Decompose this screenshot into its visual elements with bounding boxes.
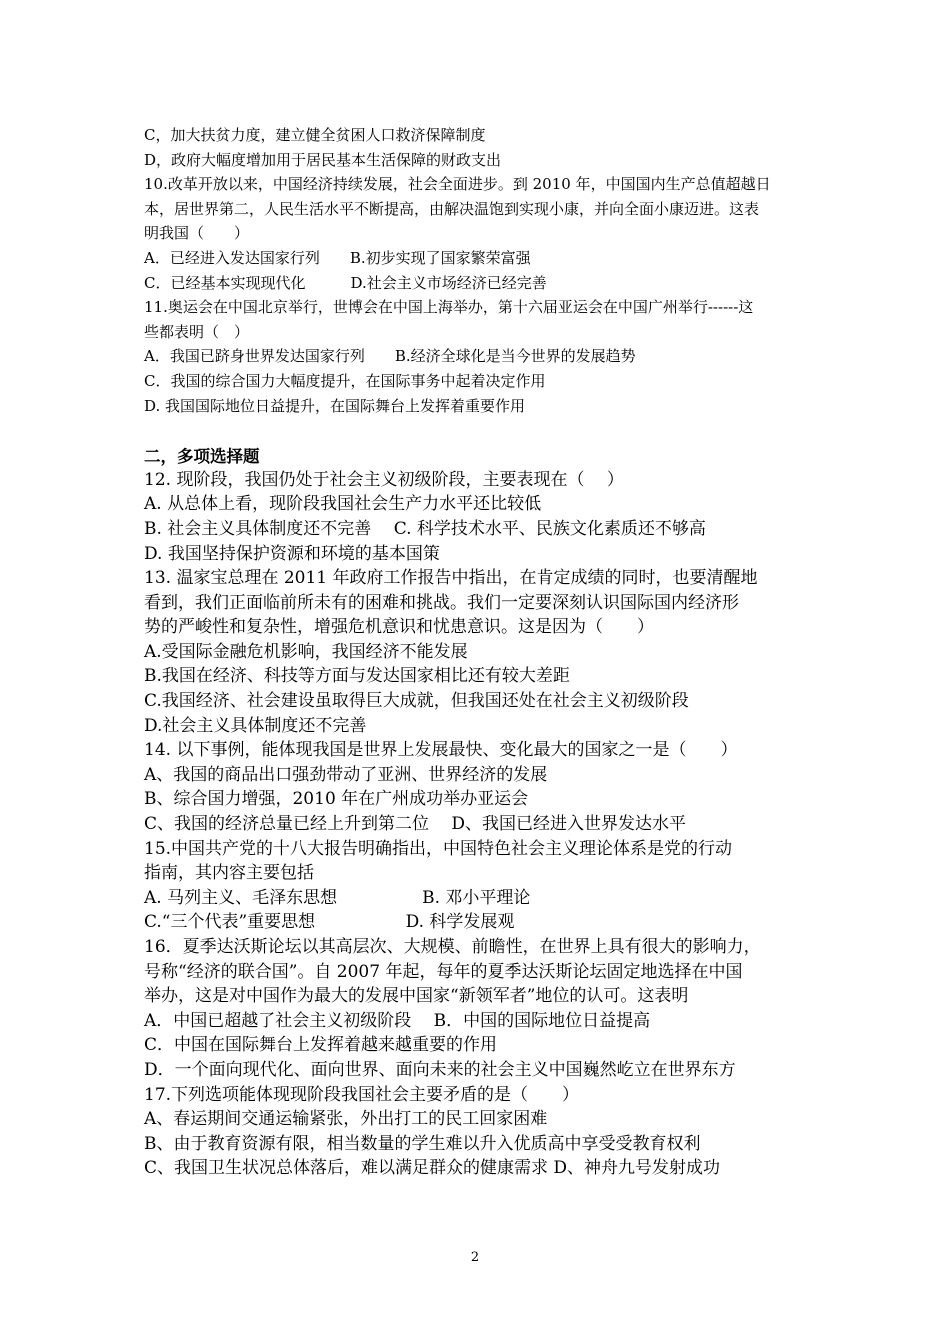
text-line: B. 社会主义具体制度还不完善 C. 科学技术水平、民族文化素质还不够高 [144,518,706,539]
text-line: 本，居世界第二，人民生活水平不断提高，由解决温饱到实现小康，并向全面小康迈进。这表 [144,199,760,218]
text-line: D. 我国坚持保护资源和环境的基本国策 [144,543,440,564]
page-number: 2 [470,1250,480,1265]
text-line: B、综合国力增强，2010 年在广州成功举办亚运会 [144,789,529,810]
text-line: A、我国的商品出口强劲带动了亚洲、世界经济的发展 [144,764,548,785]
document-page [144,0,824,1181]
text-line: C．中国在国际舞台上发挥着越来越重要的作用 [144,1035,498,1056]
text-line: A.受国际金融危机影响，我国经济不能发展 [144,641,468,662]
text-line: C．我国的综合国力大幅度提升，在国际事务中起着决定作用 [144,371,546,390]
section-1-questions [144,123,824,418]
text-line: D．一个面向现代化、面向世界、面向未来的社会主义中国巍然屹立在世界东方 [144,1059,736,1080]
text-line: A．中国已超越了社会主义初级阶段 B．中国的国际地位日益提高 [144,1010,651,1031]
text-line: C.“三个代表”重要思想 D. 科学发展观 [144,912,515,933]
text-line: 势的严峻性和复杂性，增强危机意识和忧患意识。这是因为（ ） [144,617,654,638]
text-line: 10.改革开放以来，中国经济持续发展，社会全面进步。到 2010 年，中国国内生产总值超越日 [144,175,771,194]
text-line: 看到，我们正面临前所未有的困难和挑战。我们一定要深刻认识国际国内经济形 [144,592,739,613]
section-2-questions [144,468,824,1181]
section-2-title: 二，多项选择题 [144,447,260,467]
text-line: C、我国的经济总量已经上升到第二位 D、我国已经进入世界发达水平 [144,814,687,835]
text-line: A．我国已跻身世界发达国家行列 B.经济全球化是当今世界的发展趋势 [144,347,636,366]
text-line: B、由于教育资源有限，相当数量的学生难以升入优质高中享受受教育权利 [144,1133,701,1154]
text-line: C．已经基本实现现代化 D.社会主义市场经济已经完善 [144,273,547,292]
text-line: B.我国在经济、科技等方面与发达国家相比还有较大差距 [144,666,570,687]
text-line: D，政府大幅度增加用于居民基本生活保障的财政支出 [144,150,502,169]
text-line: 11.奥运会在中国北京举行，世博会在中国上海举办，第十六届亚运会在中国广州举行------这 [144,298,754,317]
text-line: C.我国经济、社会建设虽取得巨大成就，但我国还处在社会主义初级阶段 [144,691,689,712]
text-line: 举办，这是对中国作为最大的发展中国家“新领军者”地位的认可。这表明 [144,986,689,1007]
text-line: D. 我国国际地位日益提升，在国际舞台上发挥着重要作用 [144,396,526,415]
text-line: A．已经进入发达国家行列 B.初步实现了国家繁荣富强 [144,248,531,267]
text-line: 12. 现阶段，我国仍处于社会主义初级阶段，主要表现在（ ） [144,469,624,490]
text-line: 15.中国共产党的十八大报告明确指出，中国特色社会主义理论体系是党的行动 [144,838,733,859]
text-line: 指南，其内容主要包括 [144,863,314,884]
text-line: C，加大扶贫力度，建立健全贫困人口救济保障制度 [144,126,486,144]
text-line: C、我国卫生状况总体落后，难以满足群众的健康需求 D、神舟九号发射成功 [144,1158,721,1179]
text-line: 明我国（ ） [144,224,250,243]
text-line: A. 马列主义、毛泽东思想 B. 邓小平理论 [144,887,531,908]
text-line: D.社会主义具体制度还不完善 [144,715,367,736]
text-line: A. 从总体上看，现阶段我国社会生产力水平还比较低 [144,494,542,515]
text-line: 14. 以下事例，能体现我国是世界上发展最快、变化最大的国家之一是（ ） [144,740,738,761]
text-line: 16．夏季达沃斯论坛以其高层次、大规模、前瞻性，在世界上具有很大的影响力， [144,937,761,957]
text-line: 号称“经济的联合国”。自 2007 年起，每年的夏季达沃斯论坛固定地选择在中国 [144,961,743,982]
text-line: A、春运期间交通运输紧张，外出打工的民工回家困难 [144,1109,548,1130]
text-line: 17.下列选项能体现现阶段我国社会主要矛盾的是（ ） [144,1084,580,1105]
text-line: 些都表明（ ） [144,322,250,341]
text-line: 13. 温家宝总理在 2011 年政府工作报告中指出，在肯定成绩的同时，也要清醒地 [144,568,758,589]
